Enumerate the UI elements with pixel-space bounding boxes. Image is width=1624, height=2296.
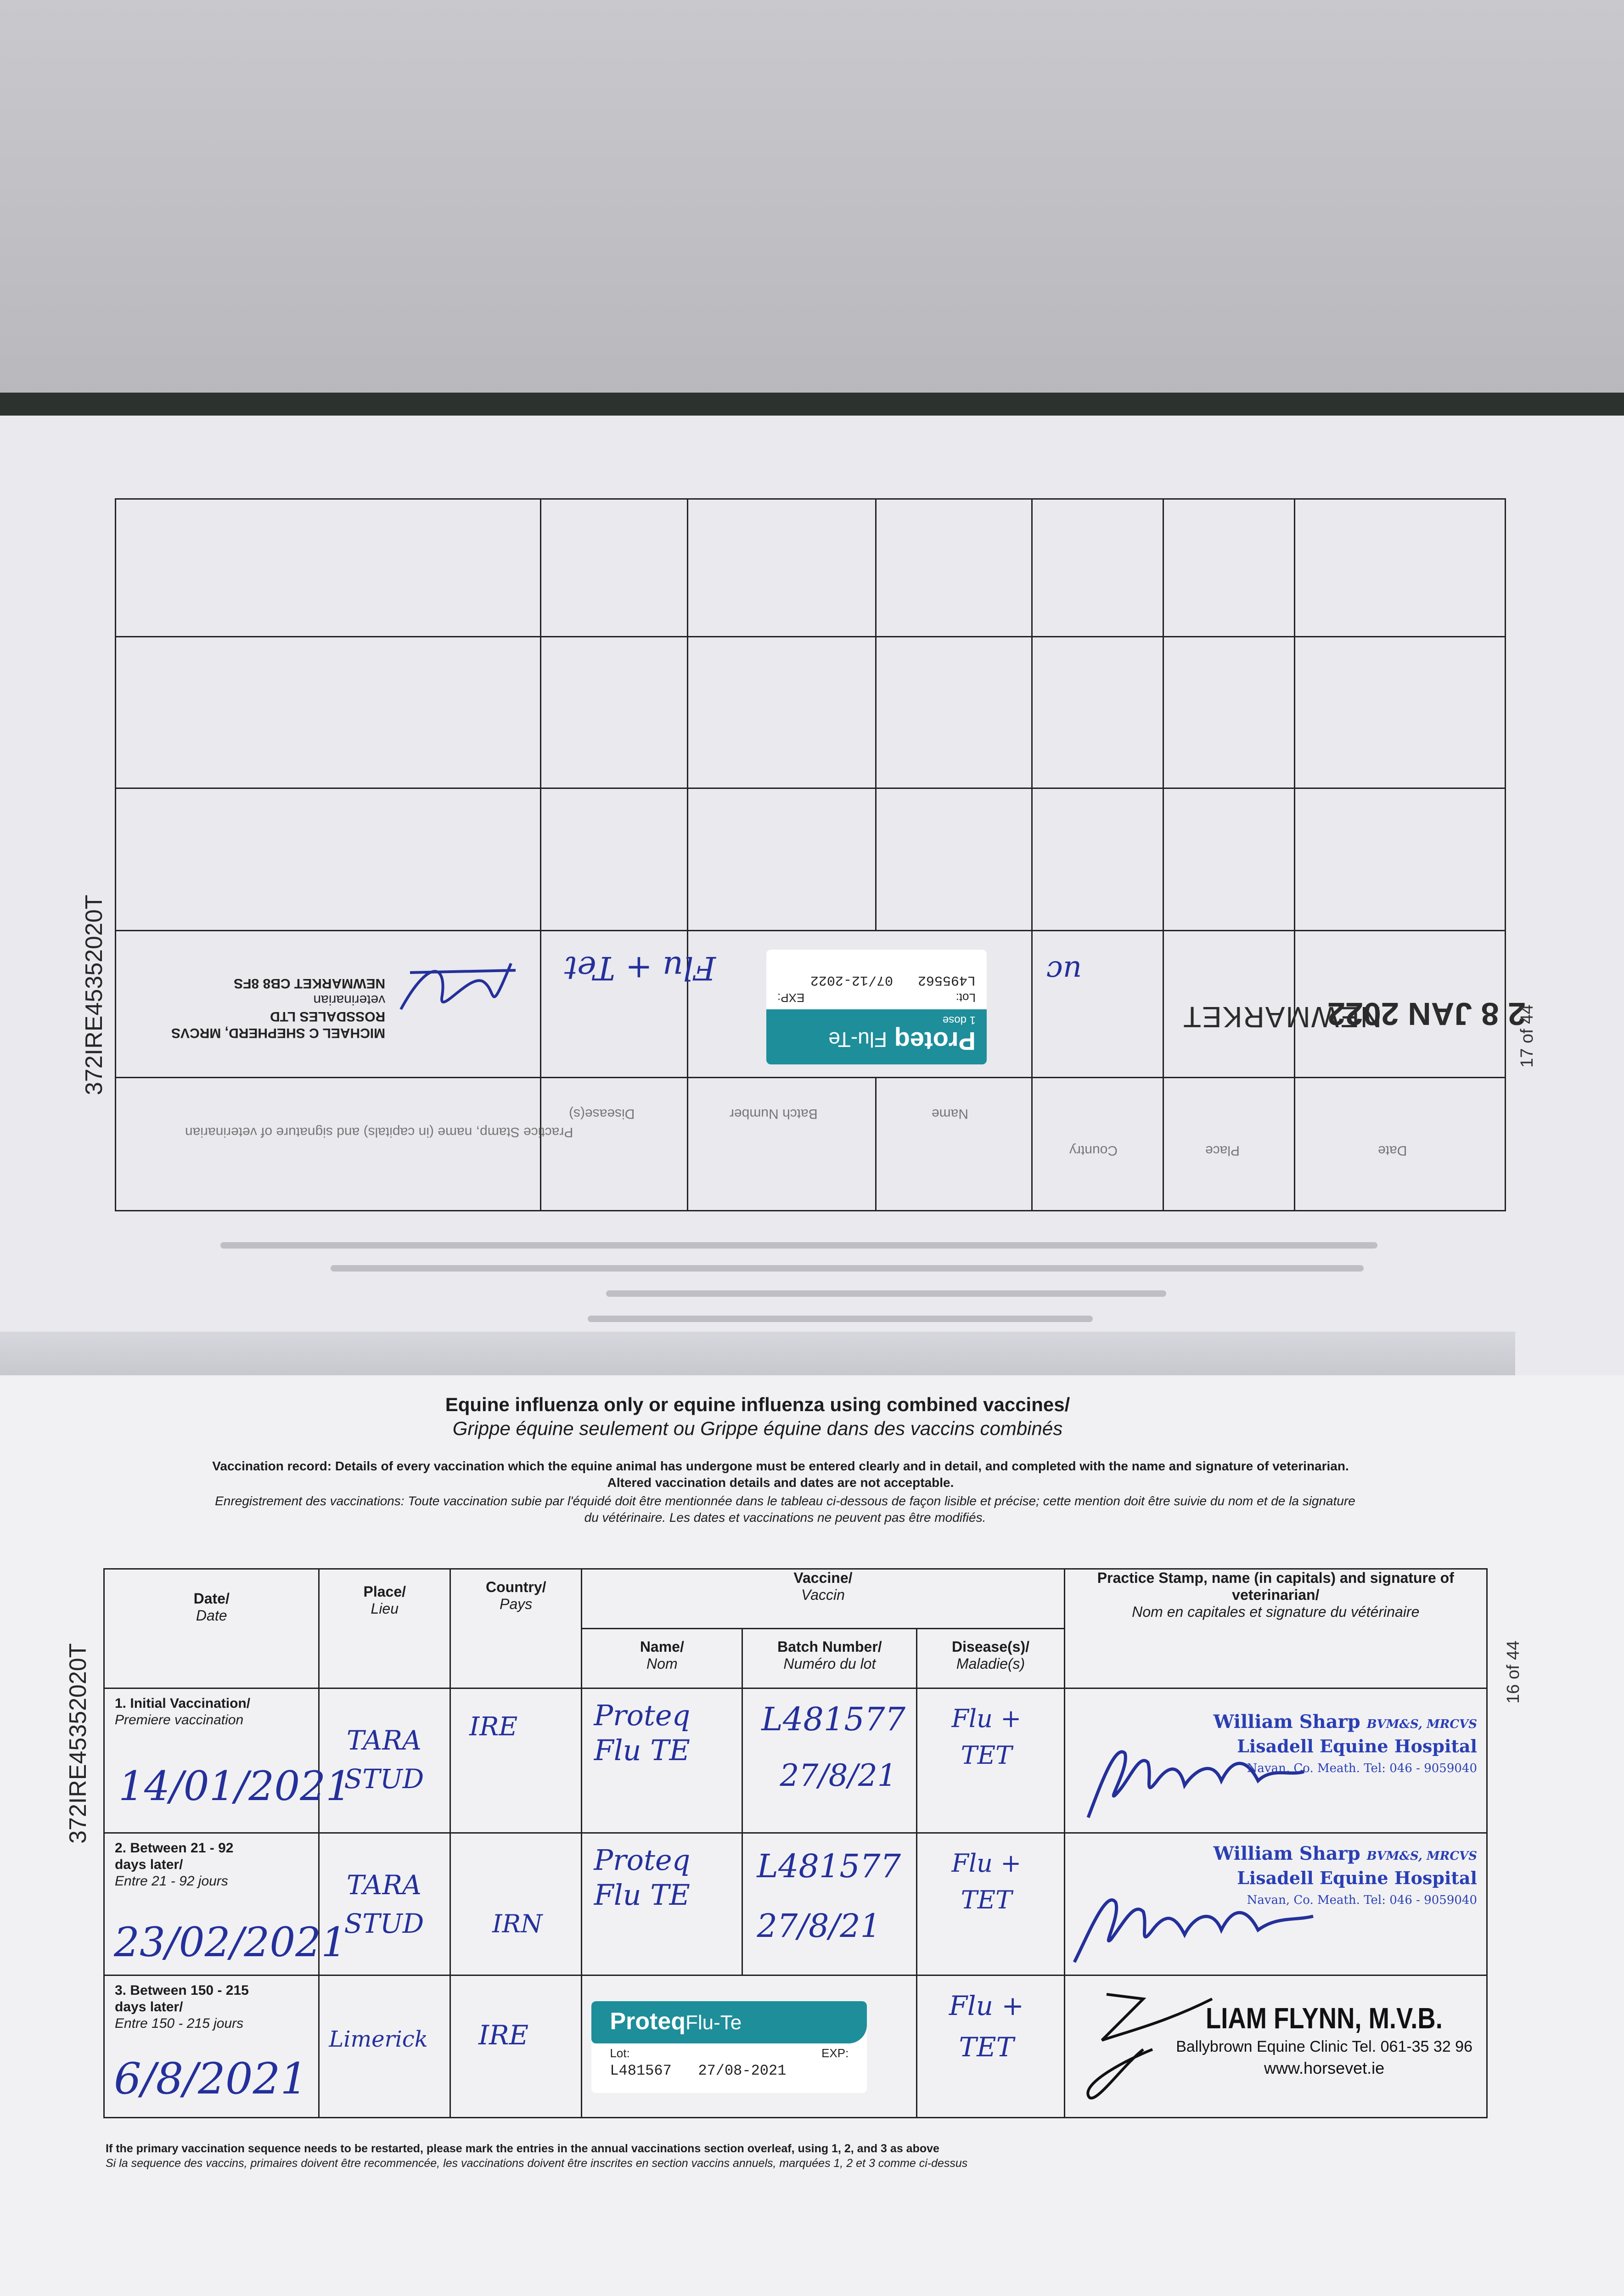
row1-country: IRE xyxy=(469,1712,518,1742)
row3-sticker-product: Flu-Te xyxy=(686,2011,742,2034)
header-name-en: Name/ xyxy=(640,1638,684,1655)
row1-vaccine-name: Proteq Flu TE xyxy=(594,1699,691,1767)
row2-disease-cell xyxy=(917,1833,1064,1975)
row3-date: 6/8/2021 xyxy=(114,2054,308,2104)
row2-stamp-hospital: Lisadell Equine Hospital xyxy=(1237,1868,1477,1888)
header-name-fr: Nom xyxy=(646,1655,678,1672)
header-date-en: Date/ xyxy=(193,1590,230,1607)
page-title-en: Equine influenza only or equine influenza using combined vaccines/ xyxy=(445,1394,1070,1415)
row2-stamp-address: Navan, Co. Meath. Tel: 046 - 9059040 xyxy=(1247,1893,1477,1907)
record-instructions-fr-line1: Enregistrement des vaccinations: Toute vaccination subie par l'équidé doit être mentionnée dans le tableau ci-dessous de façon lisible et précise; cette mention doit être suivie du nom et de la signature xyxy=(215,1494,1355,1508)
header-disease-fr: Maladie(s) xyxy=(956,1655,1025,1672)
row2-label-en: 2. Between 21 - 92 days later/ xyxy=(115,1840,234,1872)
lower-passport-id: 372IRE45352020T xyxy=(65,1643,91,1844)
upper-header-date xyxy=(1294,1078,1505,1211)
row1-label-en: 1. Initial Vaccination/ xyxy=(115,1696,251,1711)
upper-vaccine-cell xyxy=(688,931,1032,1078)
upper-sticker-lot-label: Lot: xyxy=(955,991,976,1005)
row3-stamp-cell xyxy=(1064,1975,1487,2118)
header-country xyxy=(450,1569,582,1688)
lower-page-number: 16 of 44 xyxy=(1504,1640,1523,1704)
table-row xyxy=(104,1688,1487,1833)
scanner-background xyxy=(0,0,1624,395)
upper-cell xyxy=(1032,637,1163,788)
upper-cell xyxy=(688,499,876,637)
header-name xyxy=(582,1629,742,1688)
row3-sticker-lot: L481567 xyxy=(610,2062,672,2079)
upper-header-name xyxy=(876,1078,1032,1211)
row1-stamp-cell xyxy=(1064,1688,1487,1833)
upper-header-country xyxy=(1032,1078,1163,1211)
upper-page-annual-vaccinations xyxy=(0,416,1624,1375)
upper-sticker-exp: 07/12-2022 xyxy=(810,972,893,988)
row2-place: TARA STUD xyxy=(344,1869,424,1939)
row2-vaccine-name: Proteq Flu TE xyxy=(594,1843,691,1912)
row1-disease: Flu + TET xyxy=(951,1704,1022,1770)
upper-place-cell xyxy=(1163,931,1382,1078)
header-disease-en: Disease(s)/ xyxy=(952,1638,1029,1655)
upper-sticker-exp-label: EXP: xyxy=(777,991,805,1005)
upper-cell xyxy=(1294,788,1505,931)
row3-disease-cell xyxy=(917,1975,1064,2118)
row3-sticker-exp-label: EXP: xyxy=(821,2046,849,2060)
upper-disease-handwritten: Flu + Tet xyxy=(564,949,716,987)
upper-cell xyxy=(688,637,876,788)
upper-sticker-dose: 1 dose xyxy=(943,1014,976,1026)
row1-stamp-hospital: Lisadell Equine Hospital xyxy=(1237,1736,1477,1756)
row3-sticker-brand: Proteq xyxy=(610,2008,686,2035)
row2-batch-exp: 27/8/21 xyxy=(757,1907,881,1945)
row2-name-cell xyxy=(582,1833,742,1975)
row2-stamp-quals: BVM&S, MRCVS xyxy=(1366,1849,1477,1863)
upper-header-place xyxy=(1163,1078,1294,1211)
upper-place-stamp: NEWMARKET xyxy=(1182,1001,1382,1034)
upper-date-stamp: 2 8 JAN 2022 xyxy=(1327,996,1526,1032)
row2-practice-stamp xyxy=(1214,1843,1477,1911)
upper-cell xyxy=(1032,499,1163,637)
row2-label-fr: Entre 21 - 92 jours xyxy=(115,1874,228,1889)
row3-label xyxy=(115,1982,266,2032)
upper-cell xyxy=(1163,499,1294,637)
header-place-en: Place/ xyxy=(363,1583,406,1600)
upper-cell xyxy=(116,637,541,788)
row3-disease: Flu + TET xyxy=(949,1990,1024,2063)
upper-page-number: 17 of 44 xyxy=(1517,1004,1537,1068)
upper-header-place-text: Place xyxy=(1205,1143,1240,1158)
row1-place: TARA STUD xyxy=(344,1725,424,1795)
upper-cell xyxy=(1163,788,1294,931)
row2-disease: Flu + TET xyxy=(951,1849,1022,1914)
header-batch-en: Batch Number/ xyxy=(777,1638,882,1655)
upper-cell xyxy=(1163,637,1294,788)
header-stamp xyxy=(1064,1569,1487,1688)
upper-header-batch xyxy=(688,1078,876,1211)
upper-cell xyxy=(876,788,1032,931)
upper-vaccination-table xyxy=(115,498,1526,1211)
row1-disease-cell xyxy=(917,1688,1064,1833)
row2-stamp-cell xyxy=(1064,1833,1487,1975)
upper-signature xyxy=(392,954,529,1028)
upper-cell xyxy=(540,788,687,931)
record-instructions-en-line1: Vaccination record: Details of every vaccination which the equine animal has undergone must be entered clearly and in detail, and completed with the name and signature of veterinarian. xyxy=(212,1459,1349,1473)
upper-header-stamp xyxy=(116,1078,573,1211)
row3-proteq-sticker xyxy=(591,2001,867,2093)
record-instructions-en xyxy=(92,1458,1469,1491)
header-stamp-fr: Nom en capitales et signature du vétérinaire xyxy=(1132,1604,1420,1620)
row3-label-fr: Entre 150 - 215 jours xyxy=(115,2016,244,2031)
page-fold-shadow xyxy=(0,1332,1515,1375)
upper-cell xyxy=(116,499,541,637)
header-vaccine-en: Vaccine/ xyxy=(793,1570,853,1586)
row2-stamp-name: William Sharp xyxy=(1213,1843,1360,1864)
row2-batch-cell xyxy=(742,1833,917,1975)
row1-stamp-address: Navan, Co. Meath. Tel: 046 - 9059040 xyxy=(1247,1761,1477,1775)
upper-sticker-lot: L495562 xyxy=(918,972,976,988)
header-vaccine xyxy=(582,1569,1064,1629)
row2-label xyxy=(115,1840,266,1890)
row1-date-cell xyxy=(104,1688,352,1833)
header-disease xyxy=(917,1629,1064,1688)
header-vaccine-fr: Vaccin xyxy=(801,1587,845,1603)
row3-place: Limerick xyxy=(329,2026,428,2052)
row3-vaccine-cell xyxy=(582,1975,917,2118)
upper-cell xyxy=(540,499,687,637)
row3-sticker-lot-label: Lot: xyxy=(610,2046,630,2060)
primary-vaccination-table xyxy=(103,1568,1488,2118)
row3-stamp-web: www.horsevet.ie xyxy=(1264,2059,1385,2077)
row1-batch-cell xyxy=(742,1688,917,1833)
row2-date-cell xyxy=(104,1833,347,1975)
upper-header-disease xyxy=(540,1078,687,1211)
row3-stamp-clinic: Ballybrown Equine Clinic Tel. 061-35 32 96 xyxy=(1176,2038,1472,2055)
page-title-fr: Grippe équine seulement ou Grippe équine dans des vaccins combinés xyxy=(452,1418,1063,1439)
upper-header-date-text: Date xyxy=(1377,1143,1407,1158)
upper-cell xyxy=(116,788,541,931)
header-batch xyxy=(742,1629,917,1688)
upper-cell xyxy=(876,499,1032,637)
upper-sticker-brand: Proteq xyxy=(894,1027,976,1056)
record-instructions-fr-line2: du vétérinaire. Les dates et vaccinations ne peuvent pas être modifiés. xyxy=(584,1510,986,1525)
upper-header-name-text: Name xyxy=(931,1106,968,1121)
record-instructions-fr xyxy=(96,1493,1474,1526)
row2-country-cell xyxy=(450,1833,582,1975)
header-batch-fr: Numéro du lot xyxy=(783,1655,876,1672)
row3-practice-stamp xyxy=(1176,2001,1472,2078)
row3-date-cell xyxy=(104,1975,319,2118)
row1-stamp-quals: BVM&S, MRCVS xyxy=(1366,1717,1477,1731)
upper-cell xyxy=(688,788,876,931)
upper-disease-cell xyxy=(540,931,716,1078)
row1-stamp-name: William Sharp xyxy=(1213,1711,1360,1733)
upper-header-batch-text: Batch Number xyxy=(730,1106,818,1121)
header-country-fr: Pays xyxy=(500,1596,533,1612)
upper-stamp-cell xyxy=(116,931,541,1078)
row3-country-cell xyxy=(450,1975,582,2118)
row1-batch: L481577 xyxy=(761,1700,906,1738)
row1-practice-stamp xyxy=(1214,1711,1477,1779)
footer-note-fr: Si la sequence des vaccins, primaires doivent être recommencée, les vaccinations doivent être inscrites en section vaccins annuels, marquées 1, 2 et 3 comme ci-dessus xyxy=(106,2157,968,2170)
row3-label-en: 3. Between 150 - 215 days later/ xyxy=(115,1983,249,2015)
row2-date: 23/02/2021 xyxy=(114,1919,347,1966)
upper-date-cell xyxy=(1294,931,1526,1078)
upper-header-country-text: Country xyxy=(1069,1143,1118,1158)
row1-place-cell xyxy=(319,1688,450,1833)
header-date-fr: Date xyxy=(196,1607,227,1624)
row3-stamp-name: LIAM FLYNN, M.V.B. xyxy=(1206,2002,1443,2035)
header-place xyxy=(319,1569,450,1688)
row1-country-cell xyxy=(450,1688,582,1833)
row1-name-cell xyxy=(582,1688,742,1833)
record-instructions-en-line2: Altered vaccination details and dates are not acceptable. xyxy=(607,1475,954,1490)
row2-place-cell xyxy=(319,1833,450,1975)
row2-country: IRN xyxy=(492,1909,543,1938)
upper-cell xyxy=(1294,499,1505,637)
upper-passport-id: 372IRE45352020T xyxy=(81,895,107,1095)
lower-page-primary-vaccinations xyxy=(0,1375,1624,2296)
row2-batch: L481577 xyxy=(757,1847,901,1885)
row3-country: IRE xyxy=(478,2020,529,2051)
upper-practice-stamp: MICHAEL C SHEPHERD, MRCVS ROSSDALES LTD veterinarian NEWMARKET CB8 8FS xyxy=(171,976,386,1041)
header-date xyxy=(104,1569,319,1688)
table-row xyxy=(104,1975,1487,2118)
upper-cell xyxy=(1032,788,1163,931)
row3-place-cell xyxy=(319,1975,450,2118)
upper-cell xyxy=(540,637,687,788)
upper-country-cell xyxy=(1032,931,1163,1078)
header-stamp-en: Practice Stamp, name (in capitals) and signature of veterinarian/ xyxy=(1097,1570,1454,1603)
upper-header-disease-text: Disease(s) xyxy=(568,1106,635,1121)
row1-label xyxy=(115,1695,250,1728)
upper-country-handwritten: uc xyxy=(1046,954,1082,988)
row1-label-fr: Premiere vaccination xyxy=(115,1712,244,1728)
table-row xyxy=(104,1833,1487,1975)
row3-sticker-exp: 27/08-2021 xyxy=(698,2062,787,2079)
upper-cell xyxy=(1294,637,1505,788)
row1-date: 14/01/2021 xyxy=(118,1762,352,1810)
row1-batch-exp: 27/8/21 xyxy=(780,1758,897,1793)
header-country-en: Country/ xyxy=(485,1579,546,1595)
upper-header-stamp-text: Practice Stamp, name (in capitals) and signature of veterinarian xyxy=(185,1125,573,1140)
passport-cover-edge xyxy=(0,393,1624,416)
footer-note-en: If the primary vaccination sequence needs to be restarted, please mark the entries in the annual vaccinations section overleaf, using 1, 2, and 3 as above xyxy=(106,2142,939,2155)
header-place-fr: Lieu xyxy=(371,1600,399,1617)
upper-proteq-sticker xyxy=(766,950,987,1064)
upper-cell xyxy=(876,637,1032,788)
upper-sticker-product: Flu-Te xyxy=(828,1028,888,1052)
